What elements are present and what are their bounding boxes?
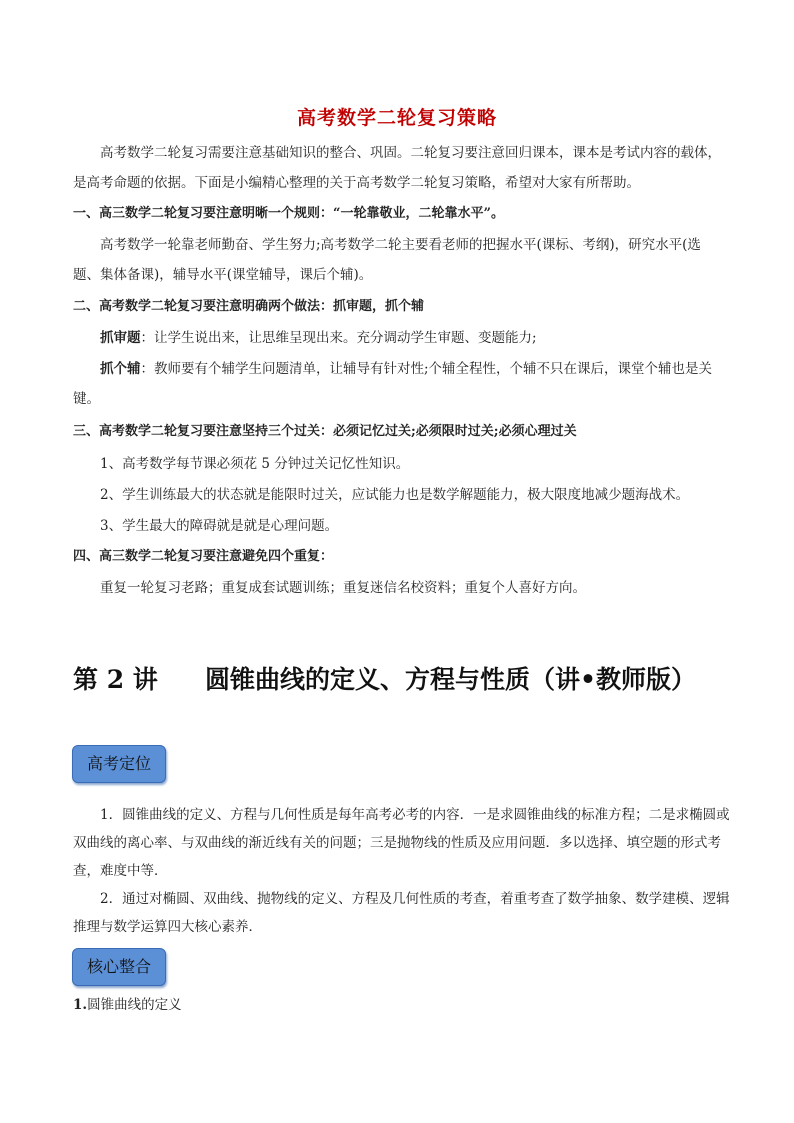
lecture-number: 第 2 讲 (73, 665, 158, 694)
core-item-1 (73, 991, 733, 1019)
page-title: 高考数学二轮复习策略 (296, 107, 497, 129)
section-badge-exam-position: 高考定位 (72, 745, 166, 783)
item-label: 抓个辅 (100, 361, 141, 377)
section-3-item-3: 3、学生最大的障碍就是就是心理问题。 (100, 518, 339, 534)
intro-paragraph: 高考数学二轮复习需要注意基础知识的整合、巩固。二轮复习要注意回归课本，课本是考试内容的载体，是高考命题的依据。下面是小编精心整理的关于高考数学二轮复习策略，希望对大家有所帮助。 (73, 145, 721, 191)
item-text: ：教师要有个辅学生问题清单，让辅导有针对性;个辅全程性，个辅不只在课后，课堂个辅也是关键。 (73, 361, 713, 407)
lecture-heading (73, 660, 733, 696)
section-2-item-1 (73, 323, 723, 353)
section-badge-core-integration: 核心整合 (72, 948, 166, 986)
section-4-heading: 四、高三数学二轮复习要注意避免四个重复： (73, 549, 334, 564)
item-label: 抓审题 (100, 330, 141, 346)
position-paragraph-1: 1．圆锥曲线的定义、方程与几何性质是每年高考必考的内容．一是求圆锥曲线的标准方程；二是求椭圆或双曲线的离心率、与双曲线的渐近线有关的问题；三是抛物线的性质及应用问题．多以选择、填空题的形式考查，难度中等． (73, 807, 730, 879)
section-3-heading: 三、高考数学二轮复习要注意坚持三个过关：必须记忆过关;必须限时过关;必须心理过关 (73, 424, 577, 439)
section-3-item-2: 2、学生训练最大的状态就是能限时过关，应试能力也是数学解题能力，极大限度地减少题海战术。 (100, 487, 690, 503)
section-2-heading: 二、高考数学二轮复习要注意明确两个做法：抓审题，抓个辅 (73, 299, 425, 314)
section-2-item-2 (73, 354, 723, 414)
section-1-body: 高考数学一轮靠老师勤奋、学生努力;高考数学二轮主要看老师的把握水平(课标、考纲)，研究水平(选题、集体备课)，辅导水平(课堂辅导，课后个辅)。 (73, 237, 701, 283)
item-text: ：让学生说出来，让思维呈现出来。充分调动学生审题、变题能力; (140, 330, 537, 346)
core-item-text: 圆锥曲线的定义 (87, 997, 182, 1013)
section-1-heading: 一、高三数学二轮复习要注意明晰一个规则：“一轮靠敬业，二轮靠水平”。 (73, 206, 504, 221)
core-item-number: 1. (73, 997, 88, 1013)
position-paragraph-2: 2．通过对椭圆、双曲线、抛物线的定义、方程及几何性质的考查，着重考查了数学抽象、数学建模、逻辑推理与数学运算四大核心素养． (73, 891, 730, 935)
lecture-title: 圆锥曲线的定义、方程与性质（讲•教师版） (205, 665, 696, 694)
section-3-item-1: 1、高考数学每节课必须花 5 分钟过关记忆性知识。 (100, 456, 410, 472)
section-4-body: 重复一轮复习老路；重复成套试题训练；重复迷信名校资料；重复个人喜好方向。 (100, 580, 586, 596)
